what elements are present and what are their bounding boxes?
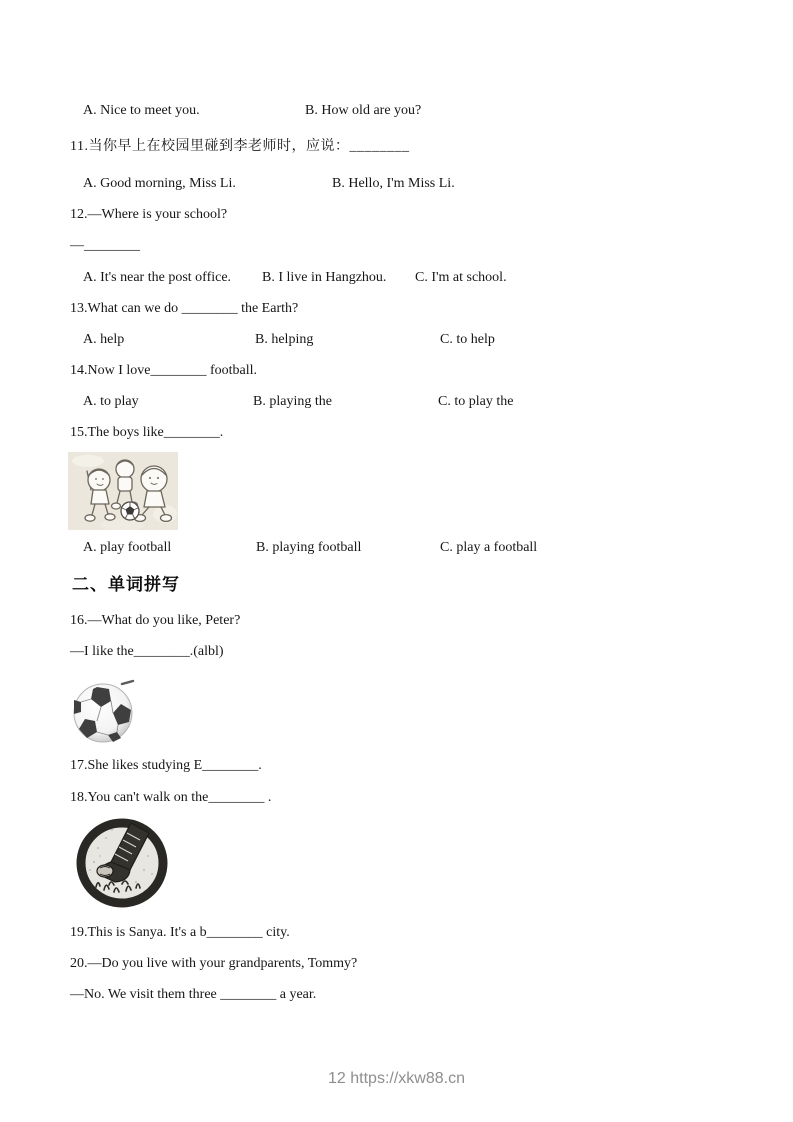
- q14-option-a: A. to play: [83, 394, 139, 409]
- kids-playing-football-image: [68, 452, 178, 530]
- question-14-text: 14.Now I love________ football.: [70, 363, 258, 378]
- no-walking-on-grass-sign-image: [76, 818, 169, 908]
- question-11-text: 11.当你早上在校园里碰到李老师时，应说：________: [70, 139, 410, 154]
- q14-option-b: B. playing the: [253, 394, 332, 409]
- q13-option-c: C. to help: [440, 332, 495, 347]
- q15-option-c: C. play a football: [440, 540, 538, 555]
- soccer-ball-image: [72, 676, 138, 744]
- question-17-text: 17.She likes studying E________.: [70, 758, 262, 773]
- question-15-text: 15.The boys like________.: [70, 425, 224, 440]
- q13-option-b: B. helping: [255, 332, 314, 347]
- question-13-text: 13.What can we do ________ the Earth?: [70, 301, 299, 316]
- q15-option-b: B. playing football: [256, 540, 362, 555]
- page-footer: 12 https://xkw88.cn: [328, 1070, 465, 1087]
- question-20-line2: —No. We visit them three ________ a year.: [70, 987, 317, 1002]
- q12-option-a: A. It's near the post office.: [83, 270, 232, 285]
- q13-option-a: A. help: [83, 332, 125, 347]
- q11-option-a: A. Good morning, Miss Li.: [83, 176, 236, 191]
- question-16-line2: —I like the________.(albl): [70, 644, 224, 659]
- q10-option-b: B. How old are you?: [305, 103, 422, 118]
- question-16-line1: 16.—What do you like, Peter?: [70, 613, 241, 628]
- q15-option-a: A. play football: [83, 540, 172, 555]
- question-20-line1: 20.—Do you live with your grandparents, Tommy?: [70, 956, 358, 971]
- question-19-text: 19.This is Sanya. It's a b________ city.: [70, 925, 290, 940]
- q12-answer-blank: —________: [70, 238, 140, 253]
- question-18-text: 18.You can't walk on the________ .: [70, 790, 272, 805]
- q10-option-a: A. Nice to meet you.: [83, 103, 200, 118]
- section-2-title: 二、单词拼写: [72, 575, 180, 595]
- q12-option-b: B. I live in Hangzhou.: [262, 270, 387, 285]
- q11-option-b: B. Hello, I'm Miss Li.: [332, 176, 455, 191]
- question-12-text: 12.—Where is your school?: [70, 207, 228, 222]
- q14-option-c: C. to play the: [438, 394, 514, 409]
- q12-option-c: C. I'm at school.: [415, 270, 507, 285]
